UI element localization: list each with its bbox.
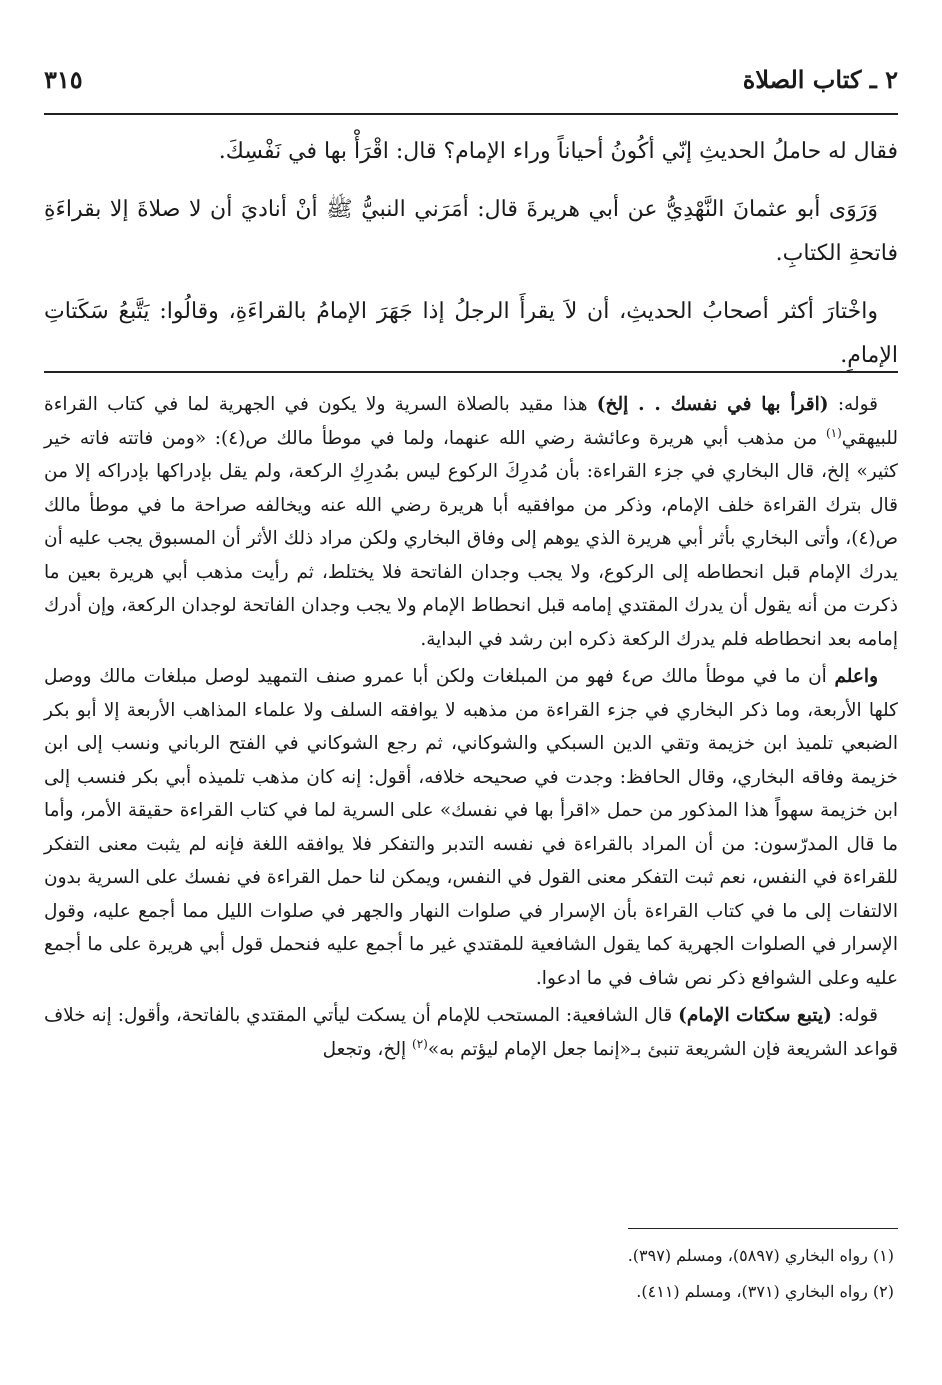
main-paragraph: واخْتارَ أكثر أصحابُ الحديثِ، أن لاَ يقرأَ الرجلُ إذا جَهَرَ الإمامُ بالقراءَةِ، وقالُوا: يَتَّبعُ سَكَتاتِ الإمامِ. — [44, 299, 898, 368]
commentary-divider — [44, 371, 898, 373]
commentary-paragraph — [44, 999, 898, 1066]
footnote: (١) رواه البخاري (٥٨٩٧)، ومسلم (٣٩٧). — [627, 1246, 894, 1265]
header-divider — [44, 113, 898, 115]
footnotes — [44, 1238, 898, 1310]
main-text — [44, 130, 898, 392]
commentary — [44, 388, 898, 1070]
commentary-lead: قوله: — [828, 394, 879, 415]
commentary-keyword: واعلم — [834, 666, 879, 687]
commentary-text: أن ما في موطأ مالك ص٤ فهو من المبلغات ولكن أبا عمرو صنف التمهيد لوصل مبلغات مالك ووصل كلها الأربعة، وما ذكر البخاري في جزء القراءة من مذهبه لا يوافقه السلف ولا علماء المذاهب الأربعة إلا أبو بكر الضبعي تلميذ ابن خزيمة وتقي الدين السبكي والشوكاني، ثم رجع الشوكاني في الفتح الرباني ونسب إلى ابن خزيمة وفاقه البخاري، وقال الحافظ: وجدت في صحيحه خلافه، أقول: إنه كان مذهب تلميذه أبي بكر فنسب إلى ابن خزيمة سهواً هذا المذكور من حمل «اقرأ بها في نفسك» على السرية لما في كتاب القراءة حقيقة الأمر، وأما ما قال المدرّسون: من أن المراد بالقراءة في نفسه التدبر والتفكر فلا يوافقه اللغة فإنه لم يثبت معنى التفكر للقراءة في النفس، نعم ثبت التفكر معنى القول في النفس، ويمكن لنا حمل القراءة في نفسك على السرية بدون الالتفات إلى ما في كتاب القراءة بأن الإسرار في صلوات النهار والجهر في صلوات الليل مما أجمع عليه، وقول الإسرار في الصلوات الجهرية كما يقول الشافعية للمقتدي غير ما أجمع عليه فنحمل قول أبي هريرة على ما أجمع عليه وعلى الشوافع ذكر نص شاف في ما ادعوا. — [44, 666, 898, 989]
commentary-paragraph — [44, 660, 898, 995]
commentary-text: قال الشافعية: المستحب للإمام أن يسكت ليأتي المقتدي بالفاتحة، وأقول: إنه خلاف قواعد الشريعة فإن الشريعة تنبئ بـ«إنما جعل الإمام ليؤتم به» — [44, 1005, 898, 1060]
commentary-lead: قوله: — [831, 1005, 879, 1026]
main-paragraph: فقال له حاملُ الحديثِ إنّي أكُونُ أحياناً وراء الإمام؟ قال: اقْرَأْ بها في نَفْسِكَ. — [218, 139, 898, 164]
footnote-divider — [628, 1228, 898, 1229]
commentary-text: إلخ، وتجعل — [322, 1038, 412, 1060]
commentary-text: هذا مقيد بالصلاة السرية ولا يكون في الجهرية لما في كتاب القراءة للبيهقي — [44, 394, 899, 449]
footnote: (٢) رواه البخاري (٣٧١)، ومسلم (٤١١). — [636, 1282, 894, 1301]
page-header — [44, 60, 898, 104]
chapter-title: ٢ ـ كتاب الصلاة — [742, 65, 898, 94]
commentary-quote: (يتبع سكتات الإمام) — [678, 1005, 832, 1026]
commentary-text: من مذهب أبي هريرة وعائشة رضي الله عنهما، ولما في موطأ مالك ص(٤): «ومن فاتته فاته خير كثير» إلخ، قال البخاري في جزء القراءة: بأن مُدرِكَ الركوع ليس بمُدرِكِ الركعة، ولم يقل بإدراكها بإدراكه إلا من قال بترك القراءة خلف الإمام، وذكر من موافقيه أبا هريرة رضي الله عنه ويخالفه صراحة ما في موطأ مالك ص(٤)، وأتى البخاري بأثر أبي هريرة الذي يوهم إلى وفاق البخاري ولكن مراد ذلك الأثر أن المسبوق يجب عليه أن يدرك الإمام قبل انحطاطه إلى الركوع، ولا يجب وجدان الفاتحة فلا يختلط، ثم رأيت مذهب أبي هريرة بعين ما ذكرت من أنه يقول أن يدرك المقتدي إمامه قبل انحطاط الإمام ولا يجب وجدان الفاتحة لوجدان الركعة، وإن أدرك إمامه بعد انحطاطه فلم يدرك الركعة ذكره ابن رشد في البداية. — [44, 427, 898, 650]
footnote-ref[interactable]: (٢) — [412, 1036, 428, 1051]
commentary-quote: (اقرأ بها في نفسك . . إلخ) — [596, 394, 829, 415]
main-paragraph: وَرَوَى أبو عثمانَ النَّهْدِيُّ عن أبي هريرةَ قال: أمَرَني النبيُّ ﷺ أنْ أناديَ أن لا صلاةَ إلا بقراءَةِ فاتحةِ الكتابِ. — [44, 197, 898, 266]
commentary-paragraph — [44, 388, 898, 656]
page-number: ٣١٥ — [44, 65, 83, 94]
footnote-ref[interactable]: (١) — [825, 425, 842, 440]
